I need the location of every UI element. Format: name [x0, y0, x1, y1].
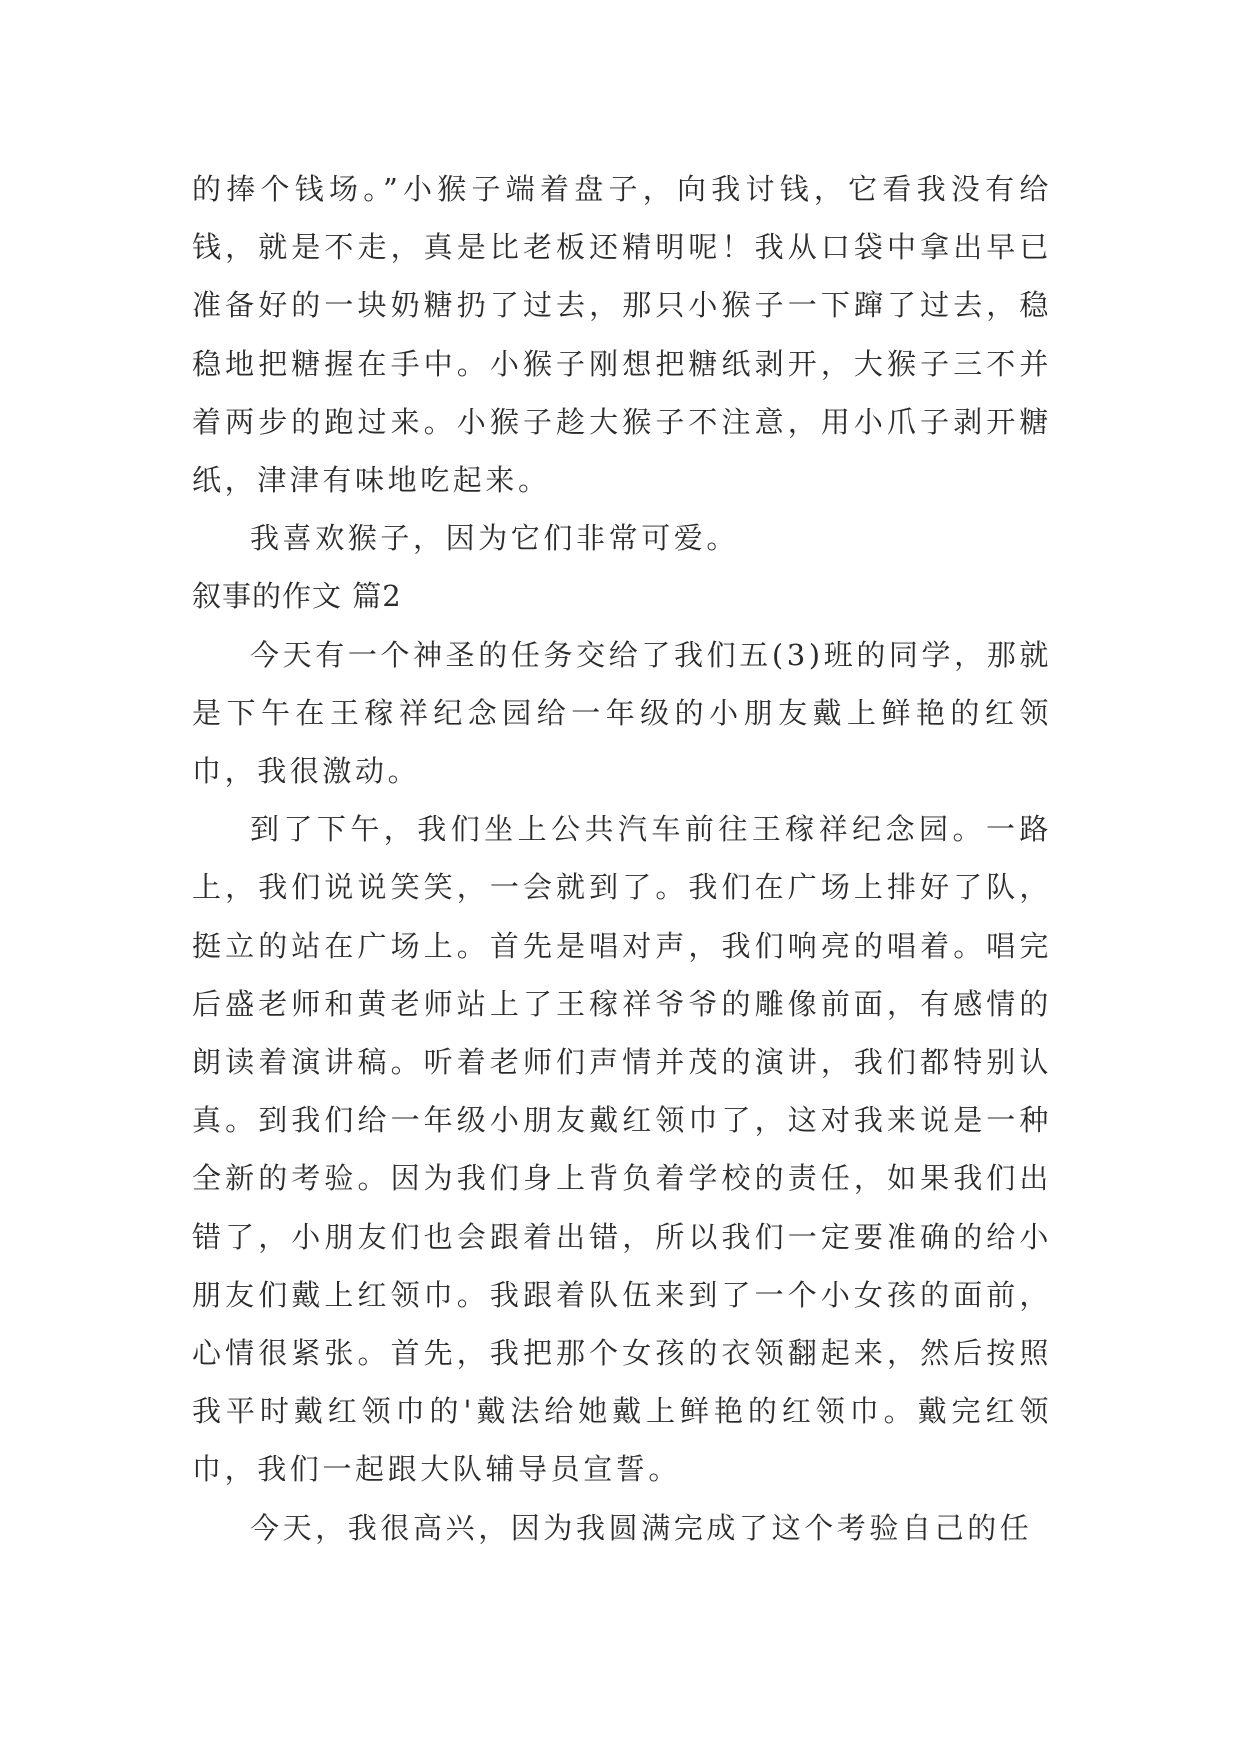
document-body — [192, 160, 1052, 1557]
paragraph-conclusion: 我喜欢猴子，因为它们非常可爱。 — [250, 521, 740, 556]
paragraph-continued: 的捧个钱场。”小猴子端着盘子，向我讨钱，它看我没有给钱，就是不走，真是比老板还精明呢！我从口袋中拿出早已准备好的一块奶糖扔了过去，那只小猴子一下蹿了过去，稳稳地把糖握在手中。小猴子刚想把糖纸剥开，大猴子三不并着两步的跑过来。小猴子趁大猴子不注意，用小爪子剥开糖纸，津津有味地吃起来。 — [192, 172, 1052, 498]
section-heading: 叙事的作文 篇2 — [192, 579, 402, 614]
paragraph-intro: 今天有一个神圣的任务交给了我们五(3)班的同学，那就是下午在王稼祥纪念园给一年级的小朋友戴上鲜艳的红领巾，我很激动。 — [192, 637, 1052, 789]
paragraph-ending: 今天，我很高兴，因为我圆满完成了这个考验自己的任 — [250, 1510, 1033, 1545]
paragraph-story: 到了下午，我们坐上公共汽车前往王稼祥纪念园。一路上，我们说说笑笑，一会就到了。我们在广场上排好了队，挺立的站在广场上。首先是唱对声，我们响亮的唱着。唱完后盛老师和黄老师站上了王稼祥爷爷的雕像前面，有感情的朗读着演讲稿。听着老师们声情并茂的演讲，我们都特别认真。到我们给一年级小朋友戴红领巾了，这对我来说是一种全新的考验。因为我们身上背负着学校的责任，如果我们出错了，小朋友们也会跟着出错，所以我们一定要准确的给小朋友们戴上红领巾。我跟着队伍来到了一个小女孩的面前，心情很紧张。首先，我把那个女孩的衣领翻起来，然后按照我平时戴红领巾的'戴法给她戴上鲜艳的红领巾。戴完红领巾，我们一起跟大队辅导员宣誓。 — [192, 812, 1052, 1487]
